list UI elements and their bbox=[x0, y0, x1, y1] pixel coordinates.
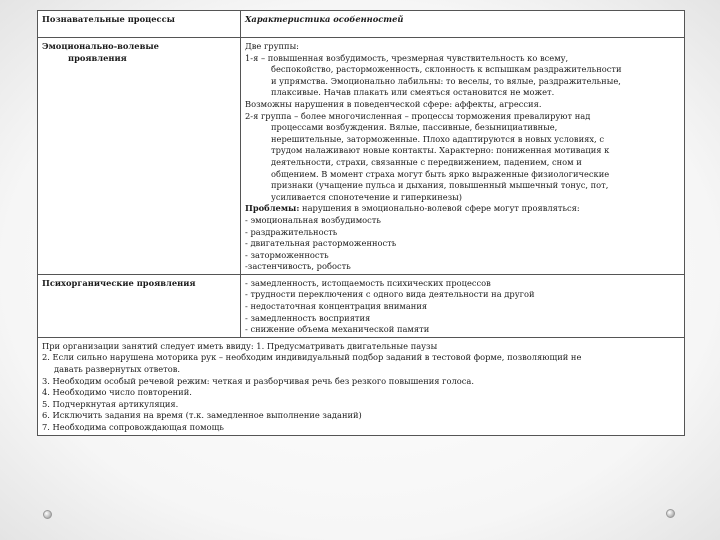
row-content-emotional bbox=[241, 38, 685, 275]
list-item: - замедленность восприятия bbox=[245, 312, 371, 323]
bullet-dot-left-icon bbox=[43, 510, 52, 519]
row-label-emotional bbox=[38, 38, 241, 275]
text-line: Возможны нарушения в поведенческой сфере: аффекты, агрессия. bbox=[245, 98, 542, 109]
problems-text: нарушения в эмоционально-волевой сфере могут проявляться: bbox=[299, 203, 580, 214]
list-item: - заторможенность bbox=[245, 249, 329, 260]
problems-label: Проблемы: bbox=[245, 203, 300, 214]
list-item: - снижение объема механической памяти bbox=[245, 324, 430, 335]
text-line: 1-я – повышенная возбудимость, чрезмерная чувствительность ко всему, bbox=[245, 52, 569, 63]
text-line: нерешительные, заторможенные. Плохо адаптируются в новых условиях, с bbox=[271, 133, 604, 144]
bullet-dot-right-icon bbox=[666, 509, 675, 518]
list-item: - недостаточная концентрация внимания bbox=[245, 301, 428, 312]
row-content-psychorganic bbox=[241, 274, 685, 337]
row-label-psychorganic: Психорганические проявления bbox=[38, 274, 241, 337]
text-line: трудом налаживают новые контакты. Характерно: пониженная мотивация к bbox=[271, 145, 610, 156]
table-row-recommendations bbox=[38, 337, 685, 435]
header-cell-characteristics: Характеристика особенностей bbox=[241, 11, 685, 38]
list-item: - замедленность, истощаемость психических процессов bbox=[245, 277, 491, 288]
text-line: процессами возбуждения. Вялые, пассивные, безынициативные, bbox=[271, 122, 558, 133]
text-line: усиливается спонотечение и гиперкинезы) bbox=[271, 191, 463, 202]
text-line: общением. В момент страха могут быть ярко выраженные физиологические bbox=[271, 168, 610, 179]
list-item: -застенчивость, робость bbox=[245, 261, 351, 272]
recommendation-line: При организации занятий следует иметь ввиду: 1. Предусматривать двигательные паузы bbox=[42, 340, 438, 351]
header-cell-processes: Познавательные процессы bbox=[38, 11, 241, 38]
text-line: и упрямства. Эмоционально лабильны: то веселы, то вялые, раздражительные, bbox=[271, 75, 621, 86]
characteristics-table bbox=[37, 10, 685, 436]
recommendation-line: 5. Подчеркнутая артикуляция. bbox=[42, 398, 179, 409]
text-line: признаки (учащение пульса и дыхания, повышенный мышечный тонус, пот, bbox=[271, 180, 609, 191]
recommendation-line: 4. Необходимо число повторений. bbox=[42, 387, 192, 398]
row-label-line: проявления bbox=[68, 52, 127, 63]
table-header-row bbox=[38, 11, 685, 38]
list-item: - двигательная расторможенность bbox=[245, 238, 397, 249]
recommendation-line: 6. Исключить задания на время (т.к. замедленное выполнение заданий) bbox=[42, 410, 362, 421]
list-item: - трудности переключения с одного вида деятельности на другой bbox=[245, 289, 535, 300]
text-line: беспокойство, расторможенность, склонность к вспышкам раздражительности bbox=[271, 64, 622, 75]
text-line: 2-я группа – более многочисленная – процессы торможения превалируют над bbox=[245, 110, 591, 121]
recommendation-line: давать развернутых ответов. bbox=[54, 364, 181, 375]
text-line: плаксивые. Начав плакать или смеяться остановится не может. bbox=[271, 87, 555, 98]
list-item: - раздражительность bbox=[245, 226, 338, 237]
table-row-psychorganic bbox=[38, 274, 685, 337]
text-line: деятельности, страхи, связанные с передвижением, падением, сном и bbox=[271, 156, 582, 167]
table-row-emotional bbox=[38, 38, 685, 275]
recommendations-cell bbox=[38, 337, 685, 435]
recommendation-line: 7. Необходима сопровождающая помощь bbox=[42, 422, 224, 432]
row-label-line: Эмоционально-волевые bbox=[42, 41, 159, 51]
text-line: Две группы: bbox=[245, 41, 299, 51]
list-item: - эмоциональная возбудимость bbox=[245, 214, 381, 225]
problems-line bbox=[245, 203, 680, 215]
recommendation-line: 3. Необходим особый речевой режим: четкая и разборчивая речь без резкого повышения голоса. bbox=[42, 375, 474, 386]
recommendation-line: 2. Если сильно нарушена моторика рук – необходим индивидуальный подбор заданий в тестовой форме, позволяющий не bbox=[42, 352, 582, 363]
